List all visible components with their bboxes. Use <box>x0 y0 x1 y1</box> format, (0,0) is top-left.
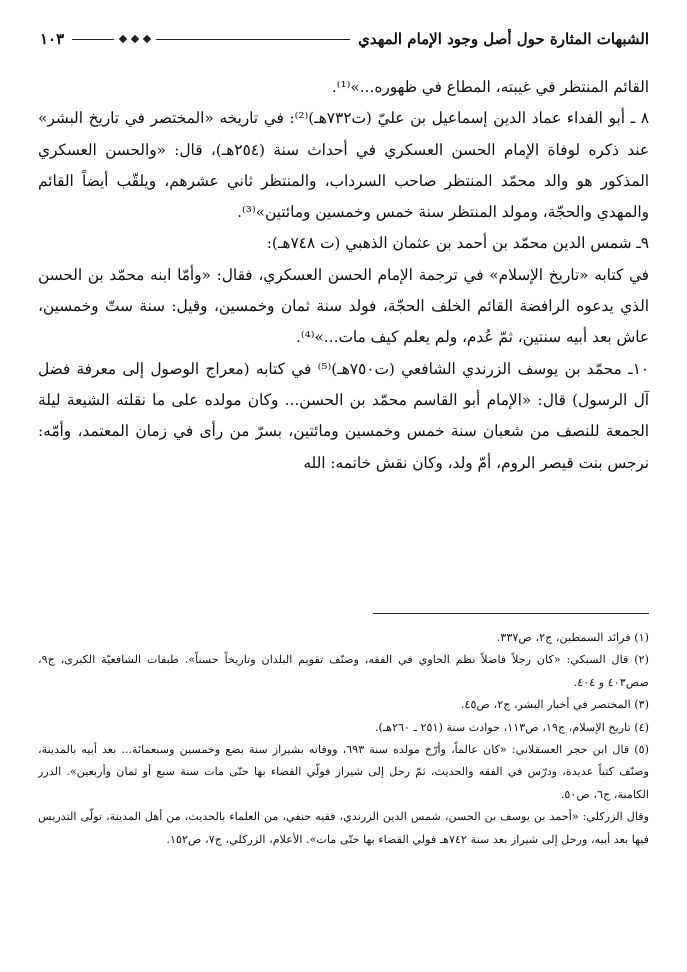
page-number: ١٠٣ <box>40 30 65 48</box>
header-rule <box>72 36 350 42</box>
paragraph: في كتابه «تاريخ الإسلام» في ترجمة الإمام الحسن العسكري، فقال: «وأمّا ابنه محمّد بن الحسن الذي يدعوه الرافضة القائم الخلف الحجّة، فولد سنة ثمان وخمسين، وقيل: سنة ستّ وخمسين، عاش بعد أبيه سنتين، ثمّ عُدم، ولم يعلم كيف مات...»⁽⁴⁾. <box>38 265 649 347</box>
footnotes <box>38 627 649 851</box>
main-text <box>38 72 649 479</box>
paragraph: ٩ـ شمس الدين محمّد بن أحمد بن عثمان الذهبي (ت ٧٤٨هـ): <box>266 234 649 253</box>
footnote: (٢) قال السبكي: «كان رجلاً فاضلاً نظم الحاوي في الفقه، وصنّف تقويم البلدان وتاريخاً حسناً». طبقات الشافعيّة الكبرى، ج٩، صص٤٠٣ و ٤٠٤. <box>38 653 649 689</box>
footnote: (٥) قال ابن حجر العسقلاني: «كان عالماً، وأرّخ مولده سنة ٦٩٣، ووفاته بشيراز سنة بضع وخمسين وسبعمائة... بعد أبيه بالمدينة، وصنّف كتباً عديدة، ودرّس في الفقه والحديث، ثمّ رحل إلى شيراز فولّي القضاء بها حتّى مات سنة سبع أو ثمان وأربعين». الدرر الكامنة، ج٦، ص٥٠. <box>38 743 649 801</box>
footnote-separator <box>373 613 649 614</box>
diamond-ornament-icon <box>131 35 139 43</box>
paragraph: القائم المنتظر في غيبته، المطاع في ظهوره...»⁽¹⁾. <box>331 78 649 96</box>
diamond-ornament-icon <box>143 35 151 43</box>
header-rule-line <box>156 39 350 40</box>
footnote: (٤) تاريخ الإسلام، ج١٩، ص١١٣، حوادث سنة (٢٥١ ـ ٢٦٠هـ). <box>374 720 649 734</box>
footnote: وقال الزركلي: «أحمد بن يوسف بن الحسن، شمس الدين الزرندي، فقيه حنفي، من العلماء بالحديث، من أهل المدينة، تولّى التدريس فيها بعد أبيه، ورحل إلى شيراز بعد سنة ٧٤٢هـ فولي القضاء بها حتّى مات». الأعلام، الزركلي، ج٧، ص١٥٢. <box>38 810 649 846</box>
header-title: الشبهات المثارة حول أصل وجود الإمام المهدي <box>358 30 649 48</box>
paragraph: ١٠ـ محمّد بن يوسف الزرندي الشافعي (ت٧٥٠هـ)⁽⁵⁾ في كتابه (معراج الوصول إلى معرفة فضل آل الرسول) قال: «الإمام أبو القاسم محمّد بن الحسن... وكان مولده على ما نقلته الشيعة ليلة الجمعة للنصف من شعبان سنة خمس وخمسين ومائتين، بسرّ من رأى في زمان المعتمد، وأمّه: نرجس بنت قيصر الروم، أمّ ولد، وكان نقش خاتمه: الله <box>38 359 649 472</box>
paragraph: ٨ ـ أبو الفداء عماد الدين إسماعيل بن عليّ (ت٧٣٢هـ)⁽²⁾: في تاريخه «المختصر في تاريخ البشر» عند ذكره لوفاة الإمام الحسن العسكري في أحداث سنة (٢٥٤هـ)، قال: «والحسن العسكري المذكور هو والد محمّد المنتظر صاحب السرداب، والمنتظر ثاني عشرهم، ويلقّب أيضاً القائم والمهدي والحجّة، ومولد المنتظر سنة خمس وخمسين ومائتين»⁽³⁾. <box>38 109 649 222</box>
header-rule-line <box>72 39 114 40</box>
footnote: (٣) المختصر في أخبار البشر، ج٢، ص٤٥. <box>460 698 649 712</box>
footnote: (١) فرائد السمطين، ج٢، ص٣٣٧. <box>496 631 649 644</box>
running-header <box>40 26 649 52</box>
diamond-ornament-icon <box>119 35 127 43</box>
